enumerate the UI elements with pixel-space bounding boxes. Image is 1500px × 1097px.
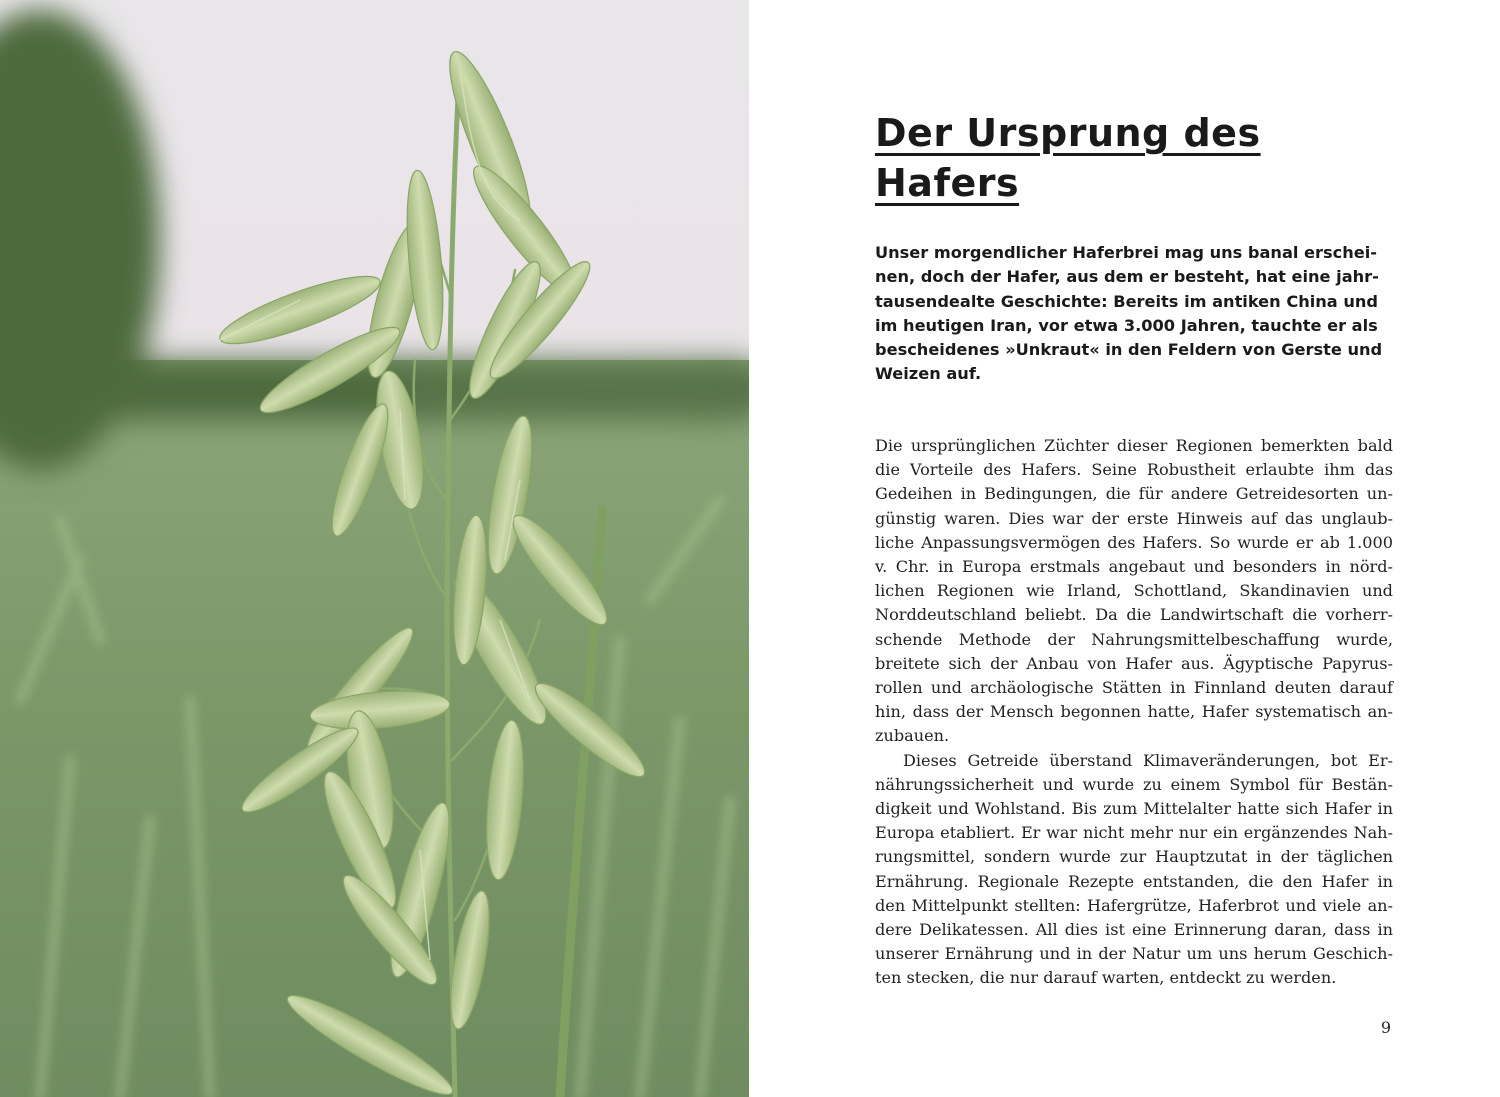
- body-paragraph-1: Die ursprünglichen Züchter dieser Regionen bemerkten bald die Vorteile des Hafers. Seine Robustheit erlaubte ihm das Gedeihen in Bedingungen, die für andere Getreidesorten ungünstig waren. Dies war der erste Hinweis auf das unglaubliche Anpassungsvermögen des Hafers. So wurde er ab 1.000 v. Chr. in Europa erstmals angebaut und besonders in nördlichen Regionen wie Irland, Schottland, Skandinavien und Norddeutschland beliebt. Da die Landwirtschaft die vorherrschende Methode der Nahrungsmittelbeschaffung wurde, breitete sich der Anbau von Hafer aus. Ägyptische Papyrusrollen und archäologische Stätten in Finnland deuten darauf hin, dass der Mensch begonnen hatte, Hafer systematisch anzubauen.: [875, 436, 1393, 746]
- page-title: Der Ursprung des Hafers: [875, 111, 1261, 205]
- oat-photo: [0, 0, 749, 1097]
- oat-plant-icon: [0, 0, 749, 1097]
- lead-paragraph: Unser morgendlicher Haferbrei mag uns banal erscheinen, doch der Hafer, aus dem er besteht, hat eine jahrtausendealte Geschichte: Bereits im antiken China und im heutigen Iran, vor etwa 3.000 Jahren, tauchte er als bescheidenes »Unkraut« in den Feldern von Gerste und Weizen auf.: [875, 243, 1383, 384]
- body-paragraph-2: Dieses Getreide überstand Klimaveränderungen, bot Ernährungssicherheit und wurde zu einem Symbol für Beständigkeit und Wohlstand. Bis zum Mittelalter hatte sich Hafer in Europa etabliert. Er war nicht mehr nur ein ergänzendes Nahrungsmittel, sondern wurde zur Hauptzutat in der täglichen Ernährung. Regionale Rezepte entstanden, die den Hafer in den Mittelpunkt stellten: Hafergrütze, Haferbrot und viele andere Delikatessen. All dies ist eine Erinnerung daran, dass in unserer Ernährung und in der Natur um uns herum Geschichten stecken, die nur darauf warten, entdeckt zu werden.: [875, 750, 1393, 988]
- body-text: [875, 434, 1393, 991]
- page-number: 9: [1380, 1018, 1391, 1037]
- text-page: [749, 0, 1500, 1097]
